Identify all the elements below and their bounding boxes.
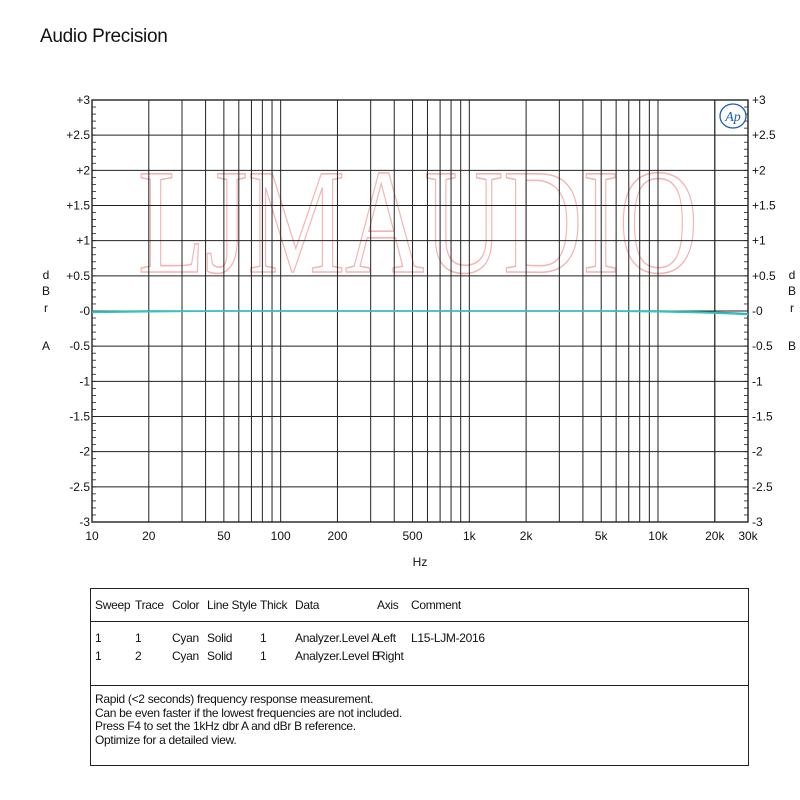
y-tick-label-right: +3: [752, 93, 766, 107]
y-tick-label-right: -2.5: [752, 479, 773, 494]
x-tick-label: 50: [217, 529, 231, 543]
y-tick-label-right: -1: [752, 374, 763, 389]
y-right-label-char: B: [787, 284, 796, 298]
legend-divider: [91, 621, 748, 622]
legend-cell: Solid: [207, 631, 233, 645]
legend-cell: Left: [377, 631, 396, 645]
legend-cell: 1: [260, 631, 267, 645]
y-left-label-char: d: [42, 268, 50, 282]
legend-cell: Solid: [207, 649, 233, 663]
y-tick-label-left: -1: [79, 374, 90, 389]
x-tick-label: 100: [270, 529, 291, 543]
y-tick-label-left: +3: [76, 93, 90, 107]
y-tick-label-right: +2.5: [752, 128, 776, 143]
note-line: Can be even faster if the lowest frequencies are not included.: [95, 705, 402, 720]
legend-header-cell: Thick: [260, 598, 288, 612]
x-tick-label: 10: [85, 529, 99, 543]
y-left-label-char: A: [41, 339, 50, 353]
legend-cell: 1: [260, 649, 267, 663]
legend-header-cell: Color: [172, 598, 200, 612]
legend-row: [91, 631, 748, 645]
x-tick-label: 10k: [648, 529, 668, 543]
y-tick-label-right: -0.5: [752, 339, 773, 354]
legend-cell: 1: [135, 631, 142, 645]
y-tick-label-right: -3: [752, 515, 763, 529]
legend-cell: 2: [135, 649, 142, 663]
y-left-label-char: B: [41, 284, 50, 298]
ap-logo-text: Ap: [725, 110, 741, 125]
measurement-notes: [95, 693, 402, 747]
legend-cell: L15-LJM-2016: [411, 631, 485, 645]
legend-cell: Analyzer.Level B: [295, 649, 380, 663]
page-title: Audio Precision: [40, 26, 168, 47]
legend-cell: Right: [377, 649, 404, 663]
y-tick-label-left: +1.5: [66, 198, 90, 213]
y-tick-label-left: -2: [79, 444, 90, 459]
legend-header-cell: Comment: [411, 598, 461, 612]
y-tick-label-right: +1: [752, 233, 766, 248]
legend-row: [91, 649, 748, 663]
y-tick-label-right: -2: [752, 444, 763, 459]
y-tick-label-right: +0.5: [752, 268, 776, 283]
note-line: Rapid (<2 seconds) frequency response measurement.: [95, 692, 374, 706]
legend-divider: [91, 685, 748, 686]
y-tick-label-right: -0: [752, 304, 763, 318]
y-tick-label-left: -1.5: [69, 409, 90, 424]
legend-header-cell: Sweep: [95, 598, 131, 612]
legend-header-cell: Data: [295, 598, 320, 612]
x-tick-label: 20: [142, 529, 156, 543]
legend-cell: Analyzer.Level A: [295, 631, 379, 645]
y-right-label-char: r: [790, 301, 794, 315]
watermark: [138, 139, 698, 305]
y-tick-label-right: -1.5: [752, 409, 773, 424]
y-tick-label-left: +2.5: [66, 128, 90, 143]
y-tick-label-left: -2.5: [69, 479, 90, 494]
legend-cell: Cyan: [172, 649, 199, 663]
y-tick-label-left: -3: [79, 515, 90, 529]
y-right-label-char: d: [788, 268, 796, 282]
legend-header-row: [91, 598, 748, 612]
y-tick-label-left: +0.5: [66, 268, 90, 283]
y-tick-label-left: -0.5: [69, 339, 90, 354]
legend-cell: Cyan: [172, 631, 199, 645]
y-tick-label-left: +1: [76, 233, 90, 248]
x-tick-label: 200: [327, 529, 348, 543]
legend-header-cell: Line Style: [207, 598, 257, 612]
x-tick-label: 20k: [705, 529, 725, 543]
ap-logo-icon: [720, 104, 746, 128]
watermark-text: LJMAUDIO: [138, 139, 698, 305]
legend-table: [90, 588, 749, 766]
y-tick-label-left: +2: [76, 163, 90, 178]
x-axis-label: Hz: [412, 555, 428, 569]
y-tick-label-right: +1.5: [752, 198, 776, 213]
x-tick-label: 5k: [594, 529, 608, 543]
y-tick-label-left: -0: [79, 304, 90, 318]
legend-header-cell: Trace: [135, 598, 164, 612]
note-line: Press F4 to set the 1kHz dbr A and dBr B reference.: [95, 719, 356, 733]
legend-cell: 1: [95, 631, 102, 645]
x-tick-label: 30k: [738, 529, 758, 543]
x-tick-label: 1k: [462, 529, 476, 543]
x-tick-label: 500: [402, 529, 423, 543]
y-right-label-char: B: [787, 339, 796, 353]
legend-cell: 1: [95, 649, 102, 663]
note-line: Optimize for a detailed view.: [95, 732, 237, 747]
y-left-label-char: r: [44, 301, 48, 315]
legend-header-cell: Axis: [377, 598, 399, 612]
x-tick-label: 2k: [519, 529, 533, 543]
y-tick-label-right: +2: [752, 163, 766, 178]
